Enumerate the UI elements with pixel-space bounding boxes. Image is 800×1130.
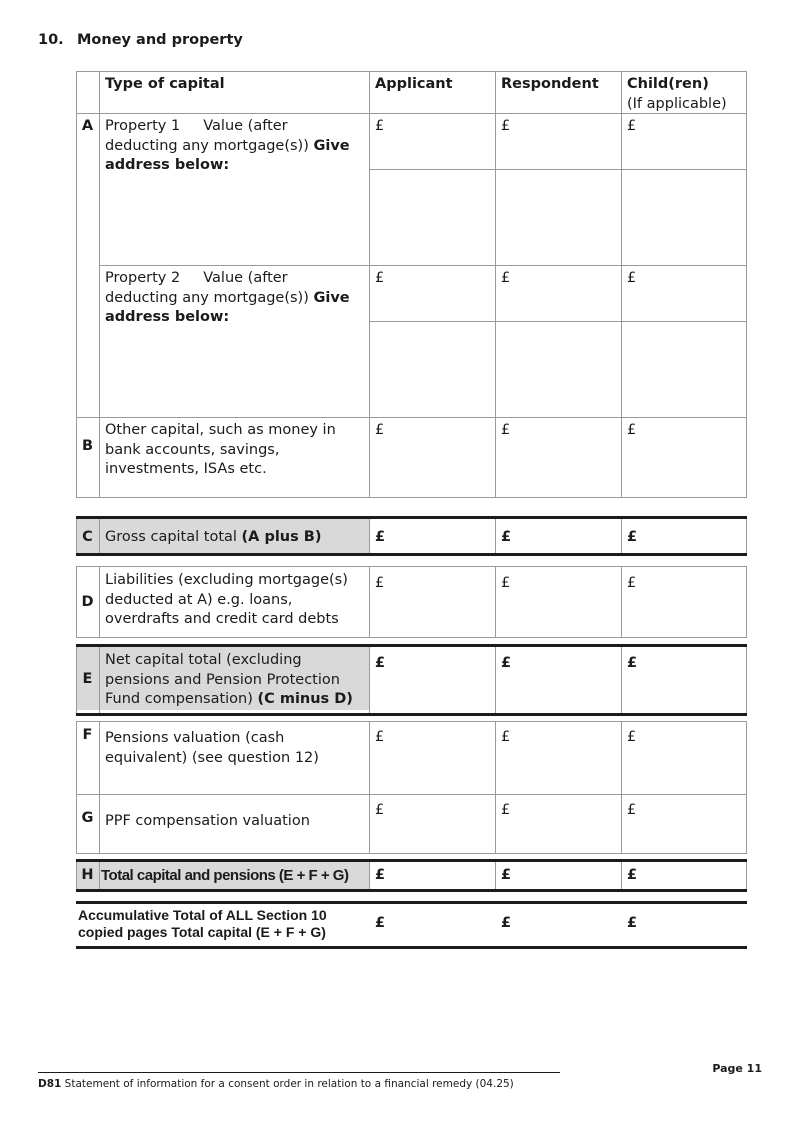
header-applicant: Applicant	[375, 76, 453, 92]
currency-symbol: £	[627, 867, 638, 883]
currency-symbol: £	[627, 575, 637, 591]
currency-symbol: £	[627, 729, 637, 745]
property-2-respondent-value[interactable]	[495, 266, 621, 321]
table-bottom-border	[76, 497, 747, 498]
row-c-label-text: Gross capital total	[105, 529, 237, 545]
header-respondent: Respondent	[501, 76, 599, 92]
row-b-applicant-value[interactable]	[369, 418, 495, 497]
row-c-letter: C	[82, 529, 93, 545]
property-1-children-value[interactable]	[621, 114, 747, 169]
header-children	[621, 71, 747, 114]
row-d-label: Liabilities (excluding mortgage(s) deducted at A) e.g. loans, overdrafts and credit card debts	[105, 572, 348, 627]
row-d-children-value[interactable]	[621, 571, 747, 637]
section-heading	[38, 32, 243, 48]
section-title: Money and property	[77, 32, 243, 48]
row-g-letter: G	[81, 810, 94, 826]
row-h-respondent-value[interactable]	[495, 863, 621, 889]
property-2-applicant-value[interactable]	[369, 266, 495, 321]
row-f-applicant-value[interactable]	[369, 725, 495, 793]
row-e-letter: E	[82, 671, 93, 687]
row-d-respondent-value[interactable]	[495, 571, 621, 637]
currency-symbol: £	[375, 802, 385, 818]
currency-symbol: £	[375, 867, 386, 883]
row-h-letter: H	[81, 867, 94, 883]
row-e-respondent-value[interactable]	[495, 651, 621, 711]
property-1-address-label: Give address below:	[105, 137, 350, 173]
currency-symbol: £	[627, 529, 638, 545]
row-g-respondent-value[interactable]	[495, 798, 621, 853]
row-h-children-value[interactable]	[621, 863, 747, 889]
header-children-note: (If applicable)	[627, 95, 727, 112]
accumulative-applicant-value[interactable]	[369, 911, 495, 945]
row-b-respondent-value[interactable]	[495, 418, 621, 497]
row-c-respondent-value[interactable]	[495, 525, 621, 553]
row-b-letter: B	[81, 438, 94, 454]
row-e-label-text: Net capital total (excluding pensions and Pension Protection Fund compensation)	[105, 652, 340, 707]
currency-symbol: £	[627, 915, 638, 931]
section-number: 10.	[38, 32, 64, 48]
currency-symbol: £	[375, 655, 386, 671]
row-e-children-value[interactable]	[621, 651, 747, 711]
row-c	[76, 516, 747, 556]
header-children-label: Child(ren)	[627, 76, 709, 92]
footer-text	[38, 1078, 514, 1090]
footer-divider	[38, 1072, 560, 1073]
currency-symbol: £	[501, 915, 512, 931]
currency-symbol: £	[501, 655, 512, 671]
property-2-children-value[interactable]	[621, 266, 747, 321]
currency-symbol: £	[375, 270, 385, 286]
accumulative-respondent-value[interactable]	[495, 911, 621, 945]
property-1-address-fields[interactable]	[369, 170, 747, 265]
currency-symbol: £	[501, 118, 511, 134]
property-1-prefix: Property 1	[105, 118, 181, 134]
row-a-letter: A	[81, 118, 94, 134]
currency-symbol: £	[501, 270, 511, 286]
property-2-value-divider	[369, 321, 747, 322]
row-e-label	[99, 648, 369, 710]
property-2-prefix: Property 2	[105, 270, 181, 286]
row-b-label: Other capital, such as money in bank accounts, savings, investments, ISAs etc.	[105, 422, 336, 477]
page-number: Page 11	[712, 1062, 762, 1075]
accumulative-total-row	[76, 901, 747, 949]
rows-f-g	[76, 721, 747, 854]
row-f-label: Pensions valuation (cash equivalent) (see question 12)	[105, 730, 319, 766]
row-g-label: PPF compensation valuation	[105, 813, 310, 829]
property-1-value-label: Value (after deducting any mortgage(s))	[105, 118, 309, 154]
capital-table-main	[76, 71, 747, 498]
currency-symbol: £	[627, 802, 637, 818]
currency-symbol: £	[501, 802, 511, 818]
currency-symbol: £	[627, 655, 638, 671]
form-description: Statement of information for a consent order in relation to a financial remedy (04.25)	[64, 1078, 514, 1090]
row-d-applicant-value[interactable]	[369, 571, 495, 637]
row-b-children-value[interactable]	[621, 418, 747, 497]
currency-symbol: £	[375, 915, 386, 931]
property-2-address-label: Give address below:	[105, 289, 350, 325]
row-e	[76, 644, 747, 716]
currency-symbol: £	[627, 118, 637, 134]
row-e-applicant-value[interactable]	[369, 651, 495, 711]
row-a-property-2-label	[99, 266, 369, 328]
currency-symbol: £	[501, 867, 512, 883]
row-d-letter: D	[81, 594, 94, 610]
currency-symbol: £	[501, 422, 511, 438]
row-f-respondent-value[interactable]	[495, 725, 621, 793]
property-2-value-label: Value (after deducting any mortgage(s))	[105, 270, 309, 306]
row-h	[76, 859, 747, 892]
row-a-property-1-label	[99, 114, 369, 176]
header-type-of-capital: Type of capital	[105, 76, 225, 92]
property-1-applicant-value[interactable]	[369, 114, 495, 169]
form-code: D81	[38, 1078, 62, 1090]
row-c-label-bold: (A plus B)	[241, 529, 322, 545]
currency-symbol: £	[375, 575, 385, 591]
row-g-applicant-value[interactable]	[369, 798, 495, 853]
currency-symbol: £	[375, 729, 385, 745]
currency-symbol: £	[627, 270, 637, 286]
currency-symbol: £	[501, 729, 511, 745]
row-d	[76, 566, 747, 638]
table-header-row	[76, 71, 747, 114]
currency-symbol: £	[375, 529, 386, 545]
row-h-applicant-value[interactable]	[369, 863, 495, 889]
row-c-applicant-value[interactable]	[369, 525, 495, 553]
currency-symbol: £	[501, 575, 511, 591]
row-f-children-value[interactable]	[621, 725, 747, 793]
row-e-label-bold: (C minus D)	[257, 691, 353, 707]
row-c-label	[99, 525, 369, 548]
row-f-bottom-divider	[76, 794, 747, 795]
currency-symbol: £	[627, 422, 637, 438]
currency-symbol: £	[501, 529, 512, 545]
accumulative-children-value[interactable]	[621, 911, 747, 945]
row-h-label: Total capital and pensions (E + F + G)	[101, 867, 349, 884]
accumulative-total-label: Accumulative Total of ALL Section 10 copied pages Total capital (E + F + G)	[78, 907, 327, 940]
currency-symbol: £	[375, 118, 385, 134]
currency-symbol: £	[375, 422, 385, 438]
property-1-respondent-value[interactable]	[495, 114, 621, 169]
row-g-children-value[interactable]	[621, 798, 747, 853]
row-f-letter: F	[82, 727, 93, 743]
row-c-children-value[interactable]	[621, 525, 747, 553]
